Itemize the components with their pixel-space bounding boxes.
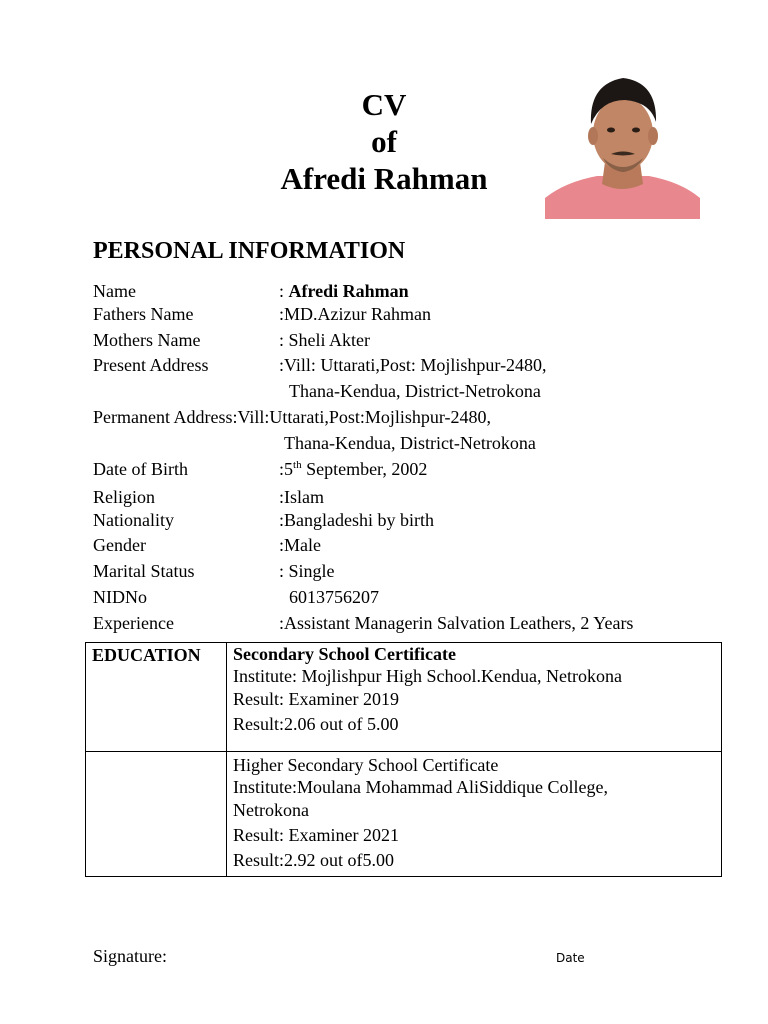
present-address-label: Present Address	[93, 355, 209, 375]
permanent-address-label: Permanent Address:	[93, 407, 238, 427]
father-value: :MD.Azizur Rahman	[279, 304, 431, 324]
dob-value: :5th September, 2002	[279, 459, 428, 479]
cv-title: CV	[361, 87, 407, 122]
mother-label: Mothers Name	[93, 330, 201, 350]
education-table	[85, 642, 722, 877]
religion-label: Religion	[93, 487, 155, 507]
ssc-exam: Result: Examiner 2019	[233, 689, 399, 709]
marital-status-value: : Single	[279, 561, 335, 581]
religion-value: :Islam	[279, 487, 324, 507]
name-label: Name	[93, 281, 136, 301]
permanent-address-line2: Thana-Kendua, District-Netrokona	[284, 433, 536, 453]
cv-owner-name: Afredi Rahman	[280, 161, 488, 196]
person-photo-icon	[545, 72, 700, 219]
signature-label: Signature:	[93, 946, 167, 966]
education-heading: EDUCATION	[86, 643, 227, 752]
table-row	[86, 752, 722, 877]
experience-value: :Assistant Managerin Salvation Leathers, 2 Years	[279, 613, 634, 633]
ssc-institute: Institute: Mojlishpur High School.Kendua, Netrokona	[233, 666, 622, 686]
education-cell-hsc	[227, 752, 722, 877]
hsc-institute-line2: Netrokona	[233, 800, 309, 820]
present-address-line2: Thana-Kendua, District-Netrokona	[289, 381, 541, 401]
education-cell-ssc	[227, 643, 722, 752]
permanent-address-line1: Permanent Address:Vill:Uttarati,Post:Mojlishpur-2480,	[93, 407, 492, 427]
hsc-title: Higher Secondary School Certificate	[233, 755, 499, 775]
hsc-result: Result:2.92 out of5.00	[233, 850, 394, 870]
nid-label: NIDNo	[93, 587, 147, 607]
education-empty-cell	[86, 752, 227, 877]
ssc-result: Result:2.06 out of 5.00	[233, 714, 399, 734]
profile-photo	[545, 72, 700, 219]
date-label: Date	[556, 951, 585, 965]
cv-title-of: of	[371, 124, 397, 159]
hsc-institute-line1: Institute:Moulana Mohammad AliSiddique College,	[233, 777, 608, 797]
nid-value: 6013756207	[289, 587, 379, 607]
section-title-personal: PERSONAL INFORMATION	[93, 238, 406, 264]
mother-value: : Sheli Akter	[279, 330, 370, 350]
nationality-label: Nationality	[93, 510, 174, 530]
hsc-exam: Result: Examiner 2021	[233, 825, 399, 845]
father-label: Fathers Name	[93, 304, 194, 324]
nationality-value: :Bangladeshi by birth	[279, 510, 434, 530]
present-address-line1: :Vill: Uttarati,Post: Mojlishpur-2480,	[279, 355, 547, 375]
dob-label: Date of Birth	[93, 459, 188, 479]
ssc-title: Secondary School Certificate	[233, 644, 456, 664]
experience-label: Experience	[93, 613, 174, 633]
table-row	[86, 643, 722, 752]
name-value: : Afredi Rahman	[279, 281, 409, 301]
gender-value: :Male	[279, 535, 321, 555]
marital-status-label: Marital Status	[93, 561, 195, 581]
gender-label: Gender	[93, 535, 146, 555]
